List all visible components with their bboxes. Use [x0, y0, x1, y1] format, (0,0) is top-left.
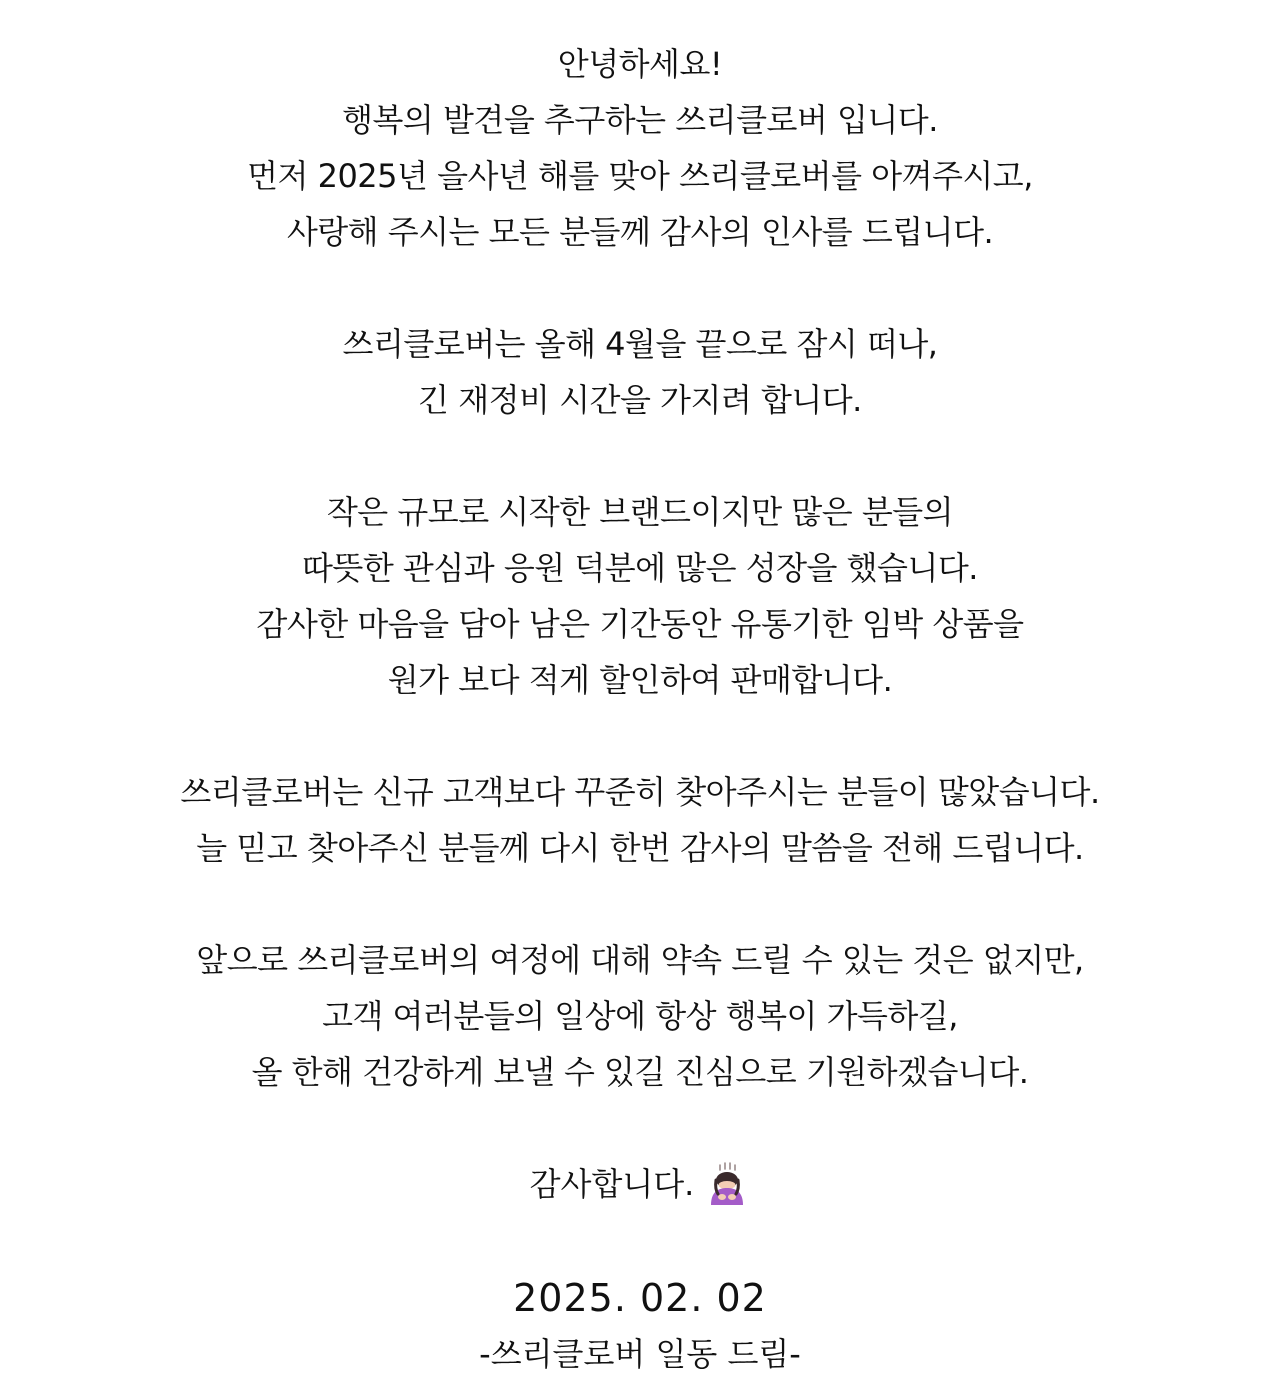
paragraph-spacer: [0, 1100, 1280, 1156]
wishes-line: 앞으로 쓰리클로버의 여정에 대해 약속 드릴 수 있는 것은 없지만,: [196, 941, 1084, 979]
greeting-line: 사랑해 주시는 모든 분들께 감사의 인사를 드립니다.: [286, 213, 994, 251]
sale-line: 따뜻한 관심과 응원 덕분에 많은 성장을 했습니다.: [302, 549, 978, 587]
paragraph-spacer: [0, 428, 1280, 484]
person-bowing-emoji-icon: [704, 1161, 750, 1207]
announcement-line: 쓰리클로버는 올해 4월을 끝으로 잠시 떠나,: [342, 325, 938, 363]
thanks-text: 감사합니다.: [529, 1165, 695, 1203]
letter-date: 2025. 02. 02: [513, 1276, 767, 1320]
customers-paragraph: [0, 764, 1280, 876]
sale-line: 감사한 마음을 담아 남은 기간동안 유통기한 임박 상품을: [256, 605, 1024, 643]
greeting-paragraph: [0, 36, 1280, 260]
paragraph-spacer: [0, 876, 1280, 932]
sale-line: 작은 규모로 시작한 브랜드이지만 많은 분들의: [326, 493, 954, 531]
customers-line: 쓰리클로버는 신규 고객보다 꾸준히 찾아주시는 분들이 많았습니다.: [180, 773, 1100, 811]
wishes-line: 고객 여러분들의 일상에 항상 행복이 가득하길,: [322, 997, 958, 1035]
sale-line: 원가 보다 적게 할인하여 판매합니다.: [387, 661, 893, 699]
paragraph-spacer: [0, 1212, 1280, 1268]
wishes-line: 올 한해 건강하게 보낼 수 있길 진심으로 기원하겠습니다.: [251, 1053, 1029, 1091]
announcement-line: 긴 재정비 시간을 가지려 합니다.: [418, 381, 862, 419]
letter-signature: -쓰리클로버 일동 드림-: [479, 1335, 801, 1373]
sale-paragraph: [0, 484, 1280, 708]
customers-line: 늘 믿고 찾아주신 분들께 다시 한번 감사의 말씀을 전해 드립니다.: [196, 829, 1084, 867]
paragraph-spacer: [0, 708, 1280, 764]
greeting-line: 행복의 발견을 추구하는 쓰리클로버 입니다.: [342, 101, 938, 139]
thanks-line: [0, 1156, 1280, 1212]
greeting-line: 먼저 2025년 을사년 해를 맞아 쓰리클로버를 아껴주시고,: [247, 157, 1033, 195]
wishes-paragraph: [0, 932, 1280, 1100]
greeting-line: 안녕하세요!: [557, 45, 723, 83]
paragraph-spacer: [0, 260, 1280, 316]
announcement-paragraph: [0, 316, 1280, 428]
